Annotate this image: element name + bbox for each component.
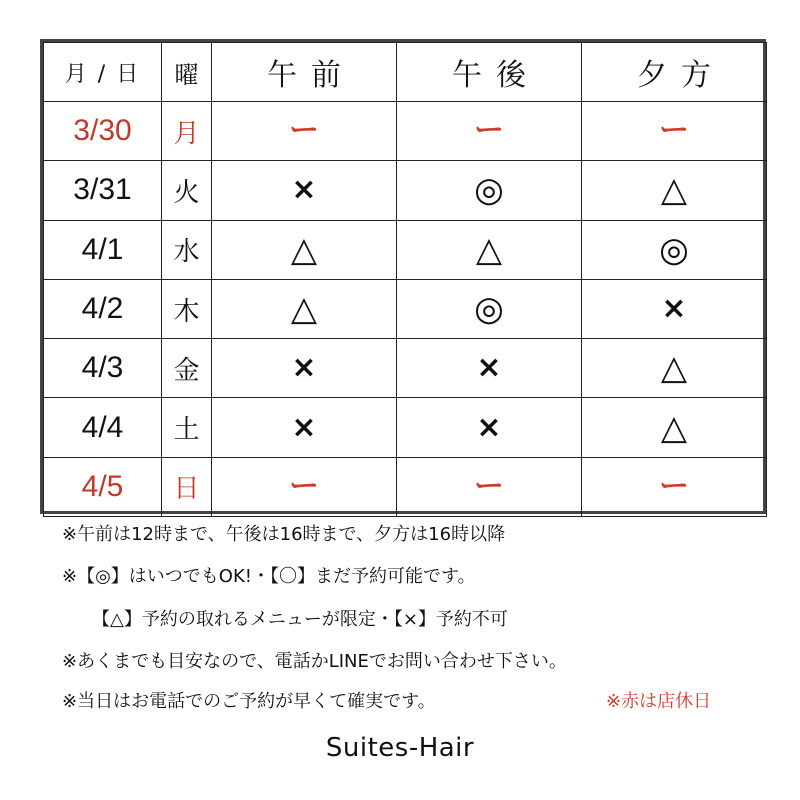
note-symbol-legend-1: ※【◎】はいつでもOK!・【〇】まだ予約可能です。 [62, 566, 476, 587]
closed-dash-icon: ー [659, 468, 689, 504]
date-cell: 4/5 [44, 457, 162, 516]
date-cell: 4/2 [44, 279, 162, 338]
note-time-ranges: ※午前は12時まで、午後は16時まで、夕方は16時以降 [62, 524, 506, 545]
unavailable-cross-icon: × [476, 350, 502, 386]
note-same-day: ※当日はお電話でのご予約が早くて確実です。 [62, 691, 436, 712]
evening-slot-cell [582, 102, 767, 161]
date-cell: 3/30 [44, 102, 162, 161]
limited-triangle-icon: △ [290, 289, 318, 330]
header-row [44, 43, 767, 102]
table-row [44, 457, 767, 516]
available-double-circle-icon: ◎ [474, 289, 504, 330]
weekday-cell: 月 [162, 102, 212, 161]
available-double-circle-icon: ◎ [659, 229, 689, 270]
evening-slot-cell [582, 398, 767, 457]
afternoon-slot-cell [397, 398, 582, 457]
limited-triangle-icon: △ [660, 348, 688, 389]
evening-slot-cell [582, 161, 767, 220]
unavailable-cross-icon: × [291, 172, 317, 208]
available-double-circle-icon: ◎ [474, 170, 504, 211]
weekday-cell: 木 [162, 279, 212, 338]
morning-slot-cell [212, 457, 397, 516]
weekday-cell: 水 [162, 220, 212, 279]
closed-dash-icon: ー [474, 113, 504, 149]
closed-dash-icon: ー [289, 113, 319, 149]
morning-slot-cell [212, 279, 397, 338]
weekday-cell: 火 [162, 161, 212, 220]
closed-dash-icon: ー [474, 468, 504, 504]
date-cell: 4/3 [44, 339, 162, 398]
morning-slot-cell [212, 339, 397, 398]
schedule-body [44, 102, 767, 517]
header-evening: 夕方 [582, 43, 767, 102]
evening-slot-cell [582, 339, 767, 398]
weekday-cell: 土 [162, 398, 212, 457]
unavailable-cross-icon: × [661, 291, 687, 327]
note-holiday-legend: ※赤は店休日 [606, 691, 712, 712]
evening-slot-cell [582, 457, 767, 516]
table-row [44, 161, 767, 220]
morning-slot-cell [212, 220, 397, 279]
morning-slot-cell [212, 398, 397, 457]
afternoon-slot-cell [397, 457, 582, 516]
weekday-cell: 金 [162, 339, 212, 398]
evening-slot-cell [582, 279, 767, 338]
limited-triangle-icon: △ [660, 170, 688, 211]
table-row [44, 339, 767, 398]
header-afternoon: 午後 [397, 43, 582, 102]
brand-name: Suites-Hair [325, 733, 475, 763]
afternoon-slot-cell [397, 161, 582, 220]
closed-dash-icon: ー [289, 468, 319, 504]
afternoon-slot-cell [397, 220, 582, 279]
unavailable-cross-icon: × [476, 409, 502, 445]
weekday-cell: 日 [162, 457, 212, 516]
header-day: 曜 [162, 43, 212, 102]
header-date: 月 / 日 [44, 43, 162, 102]
morning-slot-cell [212, 161, 397, 220]
morning-slot-cell [212, 102, 397, 161]
reservation-schedule-table [40, 39, 766, 514]
limited-triangle-icon: △ [475, 229, 503, 270]
note-symbol-legend-2: 【△】予約の取れるメニューが限定・【×】予約不可 [92, 609, 508, 630]
unavailable-cross-icon: × [291, 350, 317, 386]
date-cell: 4/4 [44, 398, 162, 457]
table-row [44, 102, 767, 161]
table-row [44, 279, 767, 338]
limited-triangle-icon: △ [660, 407, 688, 448]
table-row [44, 220, 767, 279]
evening-slot-cell [582, 220, 767, 279]
date-cell: 3/31 [44, 161, 162, 220]
unavailable-cross-icon: × [291, 409, 317, 445]
date-cell: 4/1 [44, 220, 162, 279]
limited-triangle-icon: △ [290, 229, 318, 270]
note-contact: ※あくまでも目安なので、電話かLINEでお問い合わせ下さい。 [62, 651, 567, 672]
table-row [44, 398, 767, 457]
afternoon-slot-cell [397, 339, 582, 398]
header-morning: 午前 [212, 43, 397, 102]
closed-dash-icon: ー [659, 113, 689, 149]
afternoon-slot-cell [397, 279, 582, 338]
afternoon-slot-cell [397, 102, 582, 161]
